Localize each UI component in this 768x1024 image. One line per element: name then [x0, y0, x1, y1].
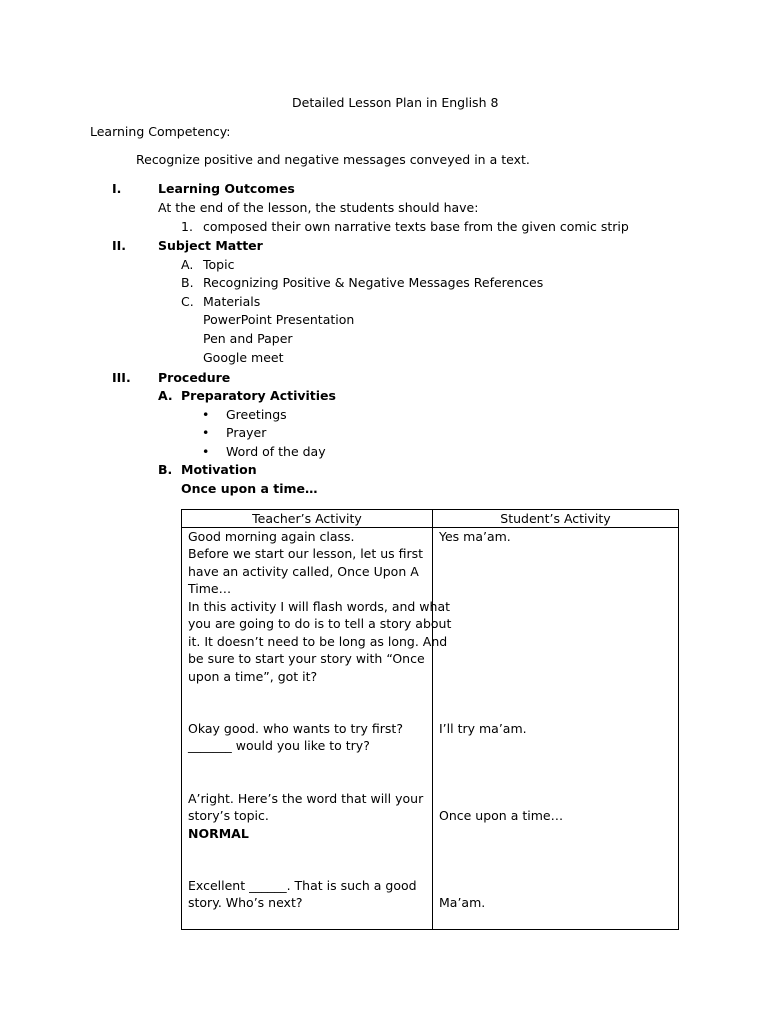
material-item: PowerPoint Presentation	[203, 312, 355, 327]
teacher-line: Good morning again class.	[188, 529, 355, 544]
subject-item-references: Recognizing Positive & Negative Messages References	[203, 275, 544, 290]
teacher-line-topic-word: NORMAL	[188, 826, 249, 841]
subsection-letter: A.	[158, 388, 173, 403]
teacher-line: upon a time”, got it?	[188, 669, 318, 684]
outcome-number: 1.	[181, 219, 193, 234]
motivation-subheading: Once upon a time…	[181, 481, 318, 496]
teacher-line: Before we start our lesson, let us first	[188, 546, 424, 561]
section-numeral-3: III.	[112, 370, 131, 385]
teacher-line: A’right. Here’s the word that will your	[188, 791, 424, 806]
teacher-line: it. It doesn’t need to be long as long. And	[188, 634, 448, 649]
competency-text: Recognize positive and negative messages conveyed in a text.	[136, 152, 530, 167]
section-numeral-2: II.	[112, 238, 127, 253]
teacher-line: have an activity called, Once Upon A	[188, 564, 419, 579]
teacher-line: Okay good. who wants to try first?	[188, 721, 403, 736]
subject-item-letter: A.	[181, 257, 194, 272]
material-item: Pen and Paper	[203, 331, 293, 346]
subject-item-materials: Materials	[203, 294, 261, 309]
student-line: Once upon a time…	[439, 808, 564, 823]
bullet-item: Word of the day	[226, 444, 326, 459]
outcomes-intro: At the end of the lesson, the students should have:	[158, 200, 479, 215]
teacher-line: story’s topic.	[188, 808, 269, 823]
table-row	[182, 528, 679, 930]
subject-item-letter: B.	[181, 275, 194, 290]
bullet-icon: •	[202, 407, 210, 422]
student-activity-header: Student’s Activity	[433, 510, 679, 528]
student-activity-cell	[433, 528, 679, 930]
bullet-item: Prayer	[226, 425, 267, 440]
subsection-letter: B.	[158, 462, 173, 477]
bullet-item: Greetings	[226, 407, 287, 422]
material-item: Google meet	[203, 350, 284, 365]
subject-item-letter: C.	[181, 294, 194, 309]
subsection-heading-motivation: Motivation	[181, 462, 257, 477]
subsection-heading-preparatory: Preparatory Activities	[181, 388, 336, 403]
teacher-line: In this activity I will flash words, and what	[188, 599, 451, 614]
outcome-text: composed their own narrative texts base from the given comic strip	[203, 219, 629, 234]
section-heading-procedure: Procedure	[158, 370, 231, 385]
teacher-line: Excellent ______. That is such a good	[188, 878, 417, 893]
subject-item-topic: Topic	[203, 257, 235, 272]
section-heading-subject-matter: Subject Matter	[158, 238, 263, 253]
competency-label: Learning Competency:	[90, 124, 231, 139]
student-line: Yes ma’am.	[439, 529, 511, 544]
teacher-line: Time…	[188, 581, 232, 596]
section-numeral-1: I.	[112, 181, 122, 196]
table-header-row	[182, 510, 679, 528]
teacher-line: be sure to start your story with “Once	[188, 651, 425, 666]
student-line: I’ll try ma’am.	[439, 721, 527, 736]
section-heading-learning-outcomes: Learning Outcomes	[158, 181, 295, 196]
student-line: Ma’am.	[439, 895, 486, 910]
teacher-line: story. Who’s next?	[188, 895, 303, 910]
page-title: Detailed Lesson Plan in English 8	[292, 95, 499, 110]
teacher-line: _______ would you like to try?	[188, 738, 370, 753]
bullet-icon: •	[202, 425, 210, 440]
teacher-line: you are going to do is to tell a story about	[188, 616, 452, 631]
bullet-icon: •	[202, 444, 210, 459]
teacher-activity-header: Teacher’s Activity	[182, 510, 433, 528]
activity-table	[181, 509, 679, 930]
teacher-activity-cell	[182, 528, 452, 930]
